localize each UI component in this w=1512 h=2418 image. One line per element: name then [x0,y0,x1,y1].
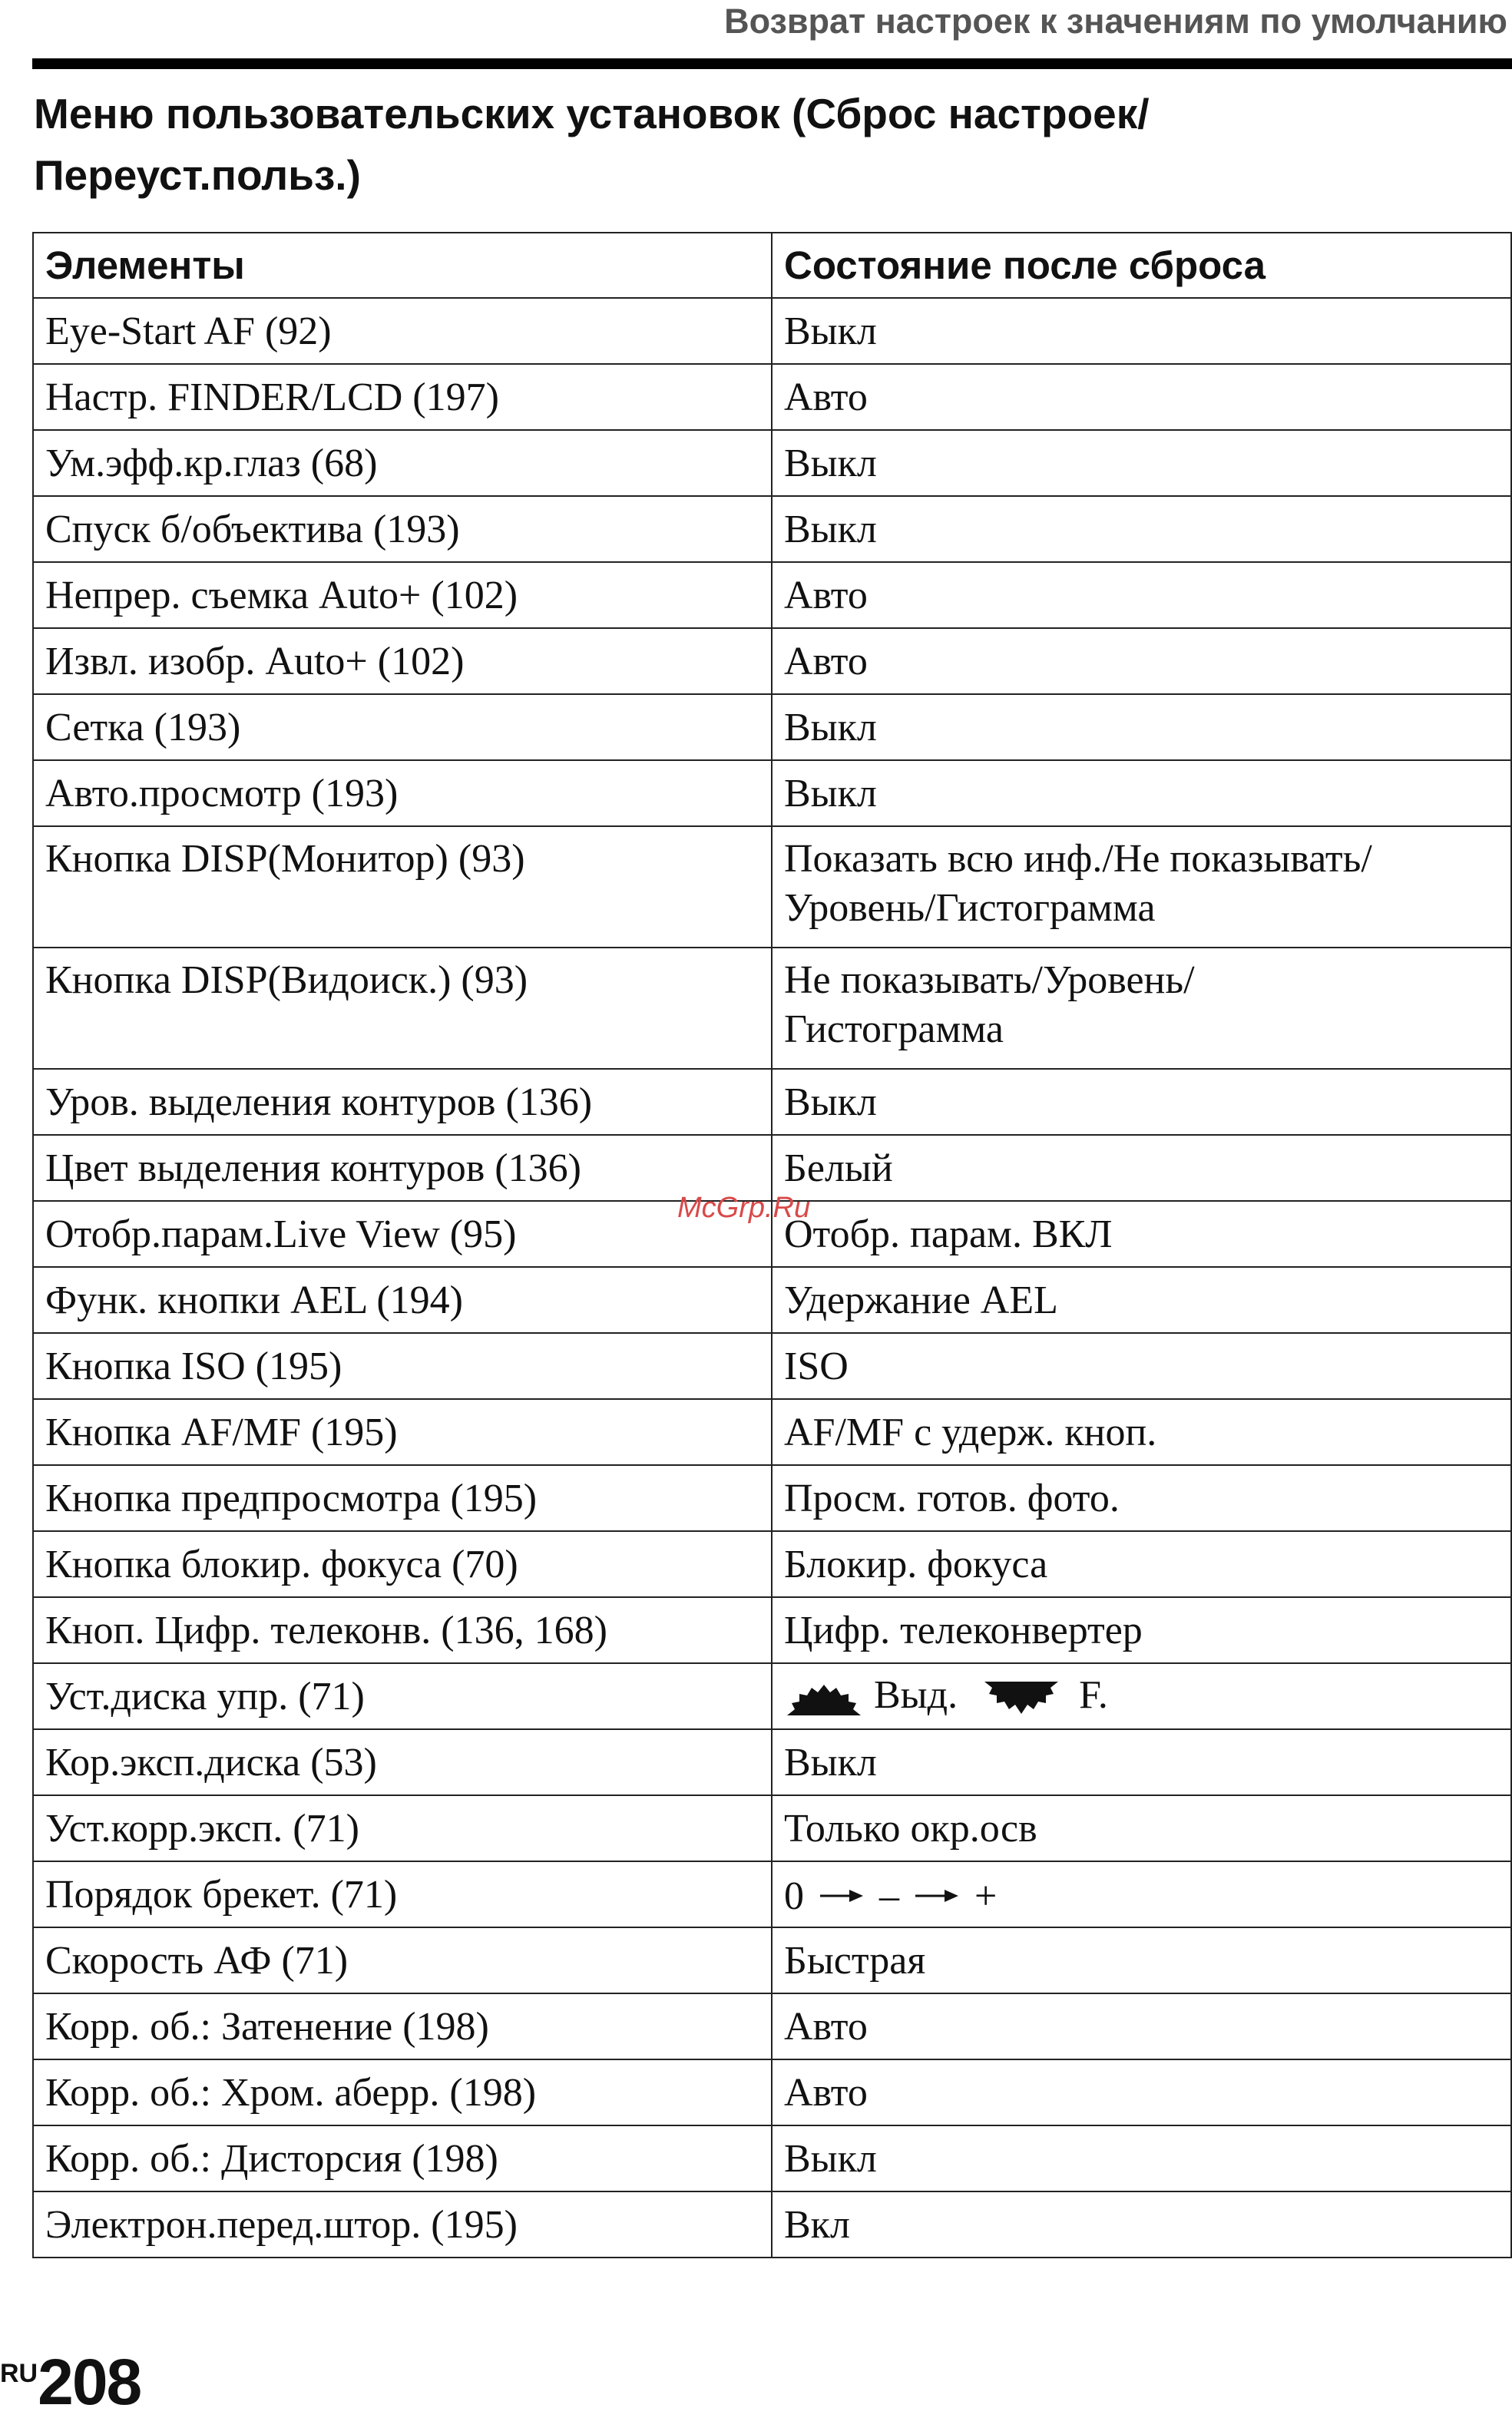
state-cell: Вкл [772,2191,1511,2258]
item-cell: Скорость АФ (71) [33,1927,772,1993]
state-cell: Отобр. парам. ВКЛ [772,1201,1511,1267]
table-row [33,1333,1511,1399]
table-row [33,1663,1511,1729]
table-row [33,1465,1511,1531]
item-cell: Уров. выделения контуров (136) [33,1069,772,1135]
item-cell: Уст.корр.эксп. (71) [33,1795,772,1861]
item-cell: Кнопка предпросмотра (195) [33,1465,772,1531]
table-row [33,826,1511,948]
item-cell: Кнопка ISO (195) [33,1333,772,1399]
item-cell: Функ. кнопки AEL (194) [33,1267,772,1333]
table-row [33,562,1511,628]
table-row [33,430,1511,496]
state-cell: Цифр. телеконвертер [772,1597,1511,1663]
state-cell: Авто [772,628,1511,694]
state-cell: Удержание AEL [772,1267,1511,1333]
state-cell [772,826,1511,948]
state-cell: AF/MF с удерж. кноп. [772,1399,1511,1465]
table-row [33,1795,1511,1861]
rear-dial-label: F. [1079,1673,1108,1718]
table-row [33,1399,1511,1465]
state-cell: Выкл [772,496,1511,562]
reset-settings-table [32,232,1512,2258]
section-title [34,83,1477,206]
item-cell: Кноп. Цифр. телеконв. (136, 168) [33,1597,772,1663]
state-cell: Быстрая [772,1927,1511,1993]
item-cell: Спуск б/объектива (193) [33,496,772,562]
table-row [33,1861,1511,1927]
table-row [33,364,1511,430]
section-title-line-1: Меню пользовательских установок (Сброс настроек/ [34,90,1150,137]
bracket-step-0: 0 [784,1874,804,1918]
table-row [33,1069,1511,1135]
item-cell: Цвет выделения контуров (136) [33,1135,772,1201]
table-row [33,298,1511,364]
item-cell: Ум.эфф.кр.глаз (68) [33,430,772,496]
state-cell: Белый [772,1135,1511,1201]
item-cell: Корр. об.: Хром. аберр. (198) [33,2059,772,2125]
table-row [33,694,1511,760]
state-cell: Только окр.осв [772,1795,1511,1861]
table-row [33,1267,1511,1333]
state-line-1: Не показывать/Уровень/ [784,958,1195,1002]
state-line-1: Показать всю инф./Не показывать/ [784,837,1372,881]
watermark: McGrp.Ru [677,1192,811,1224]
right-arrow-icon [819,1887,865,1905]
state-cell: Авто [772,1993,1511,2059]
rear-dial-icon [981,1679,1061,1720]
page-number-value: 208 [38,2346,141,2418]
table-row [33,2191,1511,2258]
item-cell: Сетка (193) [33,694,772,760]
state-cell: Выкл [772,2125,1511,2191]
state-cell: Блокир. фокуса [772,1531,1511,1597]
item-cell: Извл. изобр. Auto+ (102) [33,628,772,694]
table-row [33,496,1511,562]
state-line-2: Уровень/Гистограмма [784,886,1156,930]
state-cell [772,1663,1511,1729]
state-cell: Выкл [772,430,1511,496]
item-cell: Электрон.перед.штор. (195) [33,2191,772,2258]
item-cell: Eye-Start AF (92) [33,298,772,364]
right-arrow-icon [914,1887,960,1905]
running-header: Возврат настроек к значениям по умолчанию [724,2,1507,41]
table-row [33,1597,1511,1663]
item-cell: Порядок брекет. (71) [33,1861,772,1927]
table-row [33,1729,1511,1795]
table-row [33,948,1511,1069]
table-row [33,2125,1511,2191]
state-cell: Авто [772,364,1511,430]
table-header-row [33,233,1511,298]
item-cell: Настр. FINDER/LCD (197) [33,364,772,430]
state-cell [772,948,1511,1069]
state-cell [772,1861,1511,1927]
front-dial-label: Выд. [874,1673,958,1718]
page-number [0,2347,141,2418]
item-cell: Кор.эксп.диска (53) [33,1729,772,1795]
table-row [33,628,1511,694]
item-cell: Уст.диска упр. (71) [33,1663,772,1729]
table-row [33,2059,1511,2125]
bracket-step-minus: – [879,1874,899,1918]
item-cell: Корр. об.: Затенение (198) [33,1993,772,2059]
state-cell: Просм. готов. фото. [772,1465,1511,1531]
item-cell: Непрер. съемка Auto+ (102) [33,562,772,628]
column-header-items: Элементы [33,233,772,298]
column-header-state: Состояние после сброса [772,233,1511,298]
item-cell: Корр. об.: Дисторсия (198) [33,2125,772,2191]
item-cell: Отобр.парам.Live View (95) [33,1201,772,1267]
header-rule [32,58,1512,69]
table-row [33,1993,1511,2059]
state-line-2: Гистограмма [784,1007,1004,1051]
state-cell: Выкл [772,1729,1511,1795]
state-cell: Выкл [772,1069,1511,1135]
item-cell: Кнопка блокир. фокуса (70) [33,1531,772,1597]
state-cell: Выкл [772,298,1511,364]
item-cell: Кнопка AF/MF (195) [33,1399,772,1465]
state-cell: Авто [772,562,1511,628]
section-title-line-2: Переуст.польз.) [34,151,361,199]
item-cell: Кнопка DISP(Монитор) (93) [33,826,772,948]
item-cell: Кнопка DISP(Видоиск.) (93) [33,948,772,1069]
state-cell: Авто [772,2059,1511,2125]
table-row [33,1927,1511,1993]
state-cell: Выкл [772,760,1511,826]
state-cell: ISO [772,1333,1511,1399]
table-row [33,760,1511,826]
front-dial-icon [784,1679,864,1720]
state-cell: Выкл [772,694,1511,760]
item-cell: Авто.просмотр (193) [33,760,772,826]
bracket-step-plus: + [974,1874,998,1918]
table-row [33,1531,1511,1597]
language-code: RU [0,2359,38,2388]
